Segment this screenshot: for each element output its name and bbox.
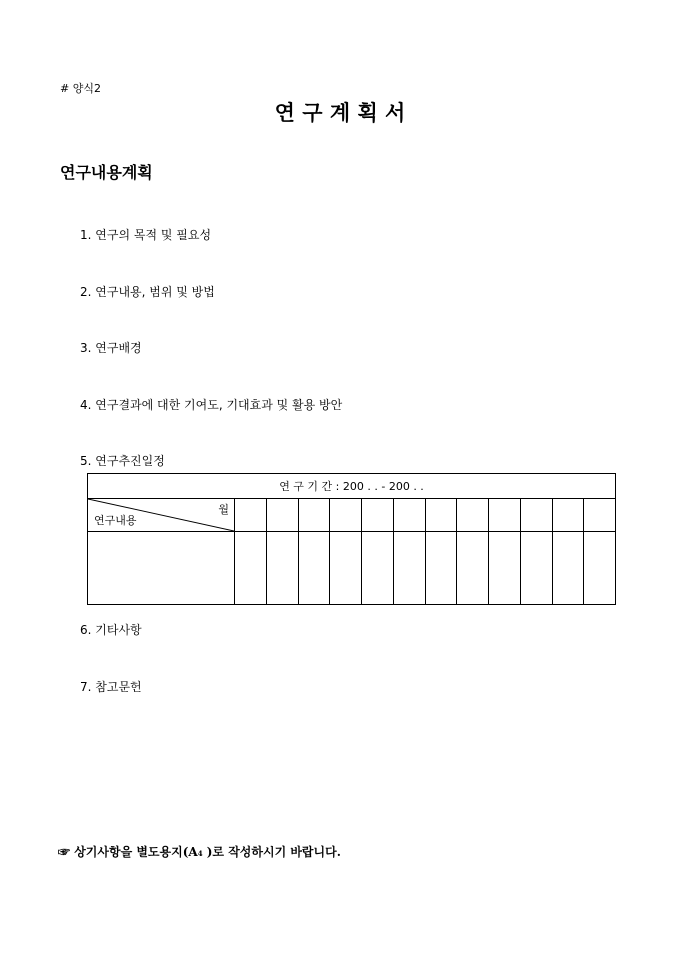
item-contribution: 4. 연구결과에 대한 기여도, 기대효과 및 활용 방안 [80, 398, 343, 412]
footer-note [58, 843, 341, 860]
schedule-cell[interactable] [520, 532, 552, 605]
schedule-cell[interactable] [457, 532, 489, 605]
item-references: 7. 참고문헌 [80, 680, 142, 694]
month-cell[interactable] [298, 499, 330, 532]
schedule-cell[interactable] [425, 532, 457, 605]
month-cell[interactable] [330, 499, 362, 532]
month-cell[interactable] [425, 499, 457, 532]
section-heading: 연구내용계획 [60, 163, 153, 182]
form-label: # 양식2 [60, 82, 101, 95]
content-cell[interactable] [88, 532, 235, 605]
month-cell[interactable] [584, 499, 616, 532]
schedule-cell[interactable] [330, 532, 362, 605]
item-schedule: 5. 연구추진일정 [80, 454, 165, 468]
schedule-cell[interactable] [362, 532, 394, 605]
footer-text: 상기사항을 별도용지(A [74, 845, 198, 859]
schedule-cell[interactable] [552, 532, 584, 605]
schedule-table [87, 473, 616, 605]
document-title: 연 구 계 획 서 [274, 100, 406, 125]
item-purpose: 1. 연구의 목적 및 필요성 [80, 228, 212, 242]
month-cell[interactable] [362, 499, 394, 532]
schedule-cell[interactable] [298, 532, 330, 605]
month-cell[interactable] [393, 499, 425, 532]
footer-subscript: 4 [197, 849, 203, 858]
item-other: 6. 기타사항 [80, 623, 142, 637]
month-cell[interactable] [235, 499, 267, 532]
month-cell[interactable] [457, 499, 489, 532]
pointing-hand-icon: ☞ [58, 845, 71, 859]
month-cell[interactable] [552, 499, 584, 532]
schedule-cell[interactable] [584, 532, 616, 605]
diagonal-header-cell [88, 499, 235, 532]
schedule-cell[interactable] [266, 532, 298, 605]
schedule-cell[interactable] [489, 532, 521, 605]
schedule-cell[interactable] [393, 532, 425, 605]
item-scope-method: 2. 연구내용, 범위 및 방법 [80, 285, 215, 299]
schedule-cell[interactable] [235, 532, 267, 605]
month-cell[interactable] [266, 499, 298, 532]
footer-text-end: )로 작성하시기 바랍니다. [202, 845, 341, 859]
row-header-label: 연구내용 [94, 514, 137, 527]
month-cell[interactable] [489, 499, 521, 532]
research-period-cell: 연 구 기 간 : 200 . . - 200 . . [88, 474, 616, 499]
item-background: 3. 연구배경 [80, 341, 142, 355]
month-cell[interactable] [520, 499, 552, 532]
column-header-label: 월 [218, 503, 229, 516]
